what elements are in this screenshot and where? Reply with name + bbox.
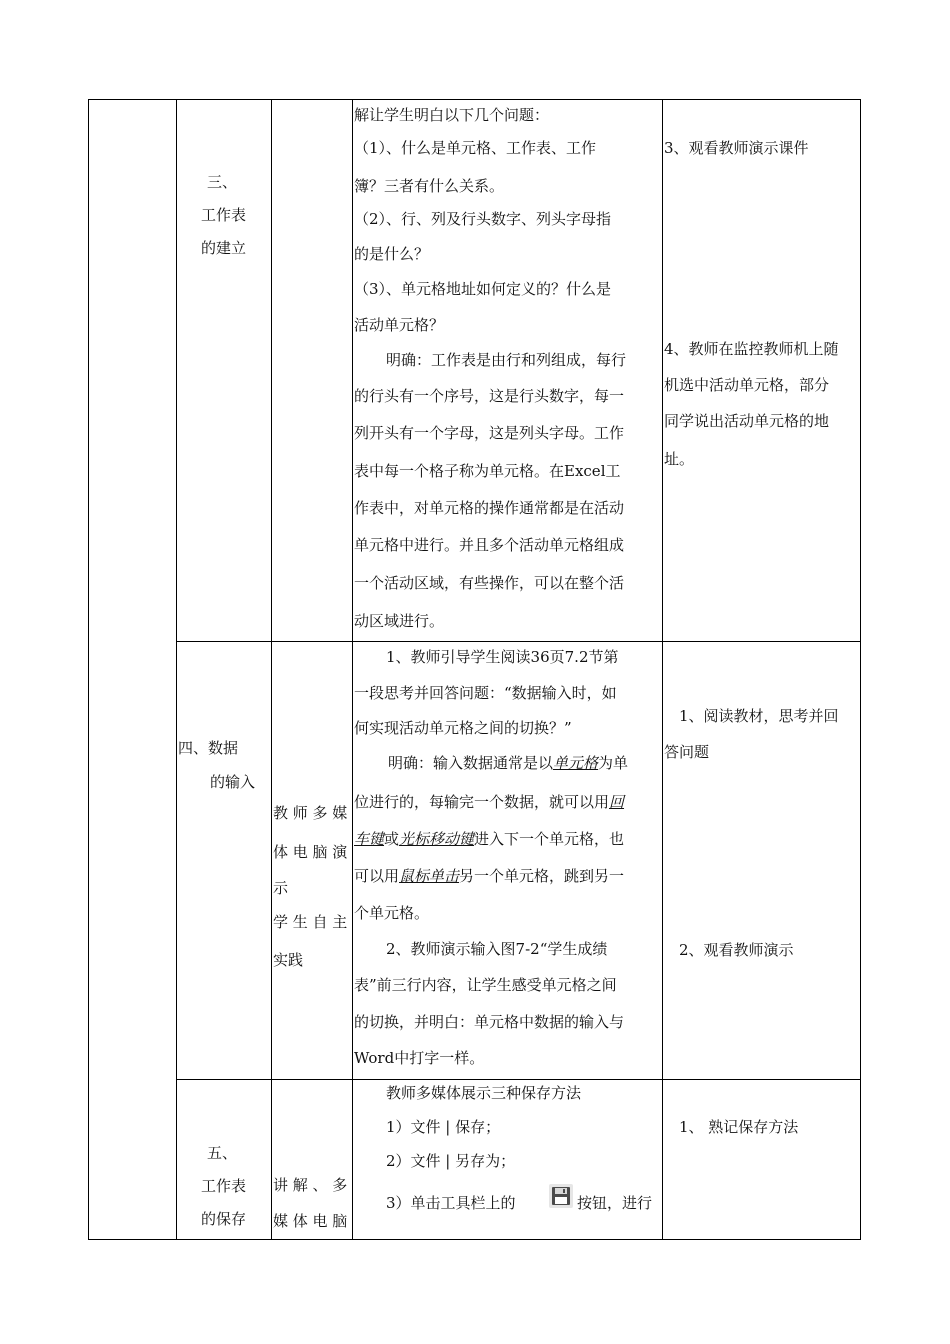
- table-border-bottom: [88, 1239, 861, 1240]
- content-line: 明确：工作表是由行和列组成，每行: [386, 351, 627, 369]
- stage-label: 工作表: [201, 1177, 247, 1195]
- method-line: 讲 解 、 多: [273, 1176, 348, 1194]
- row-divider-1: [176, 641, 861, 642]
- underlined-term: 回: [609, 793, 625, 811]
- content-line: 2、教师演示输入图7-2“学生成绩: [386, 940, 608, 958]
- content-line: （2）、行、列及行头数字、列头字母指: [354, 210, 612, 228]
- content-line: 的行头有一个序号，这是行头数字，每一: [354, 387, 625, 405]
- row-divider-2: [176, 1079, 861, 1080]
- student-activity: 2、观看教师演示: [679, 941, 794, 959]
- content-line: （3）、单元格地址如何定义的？什么是: [354, 280, 612, 298]
- content-line: 可以用鼠标单击另一个单元格，跳到另一: [354, 867, 625, 885]
- content-line: 个单元格。: [354, 904, 430, 922]
- content-line: 作表中，对单元格的操作通常都是在活动: [354, 499, 625, 517]
- student-activity: 址。: [664, 450, 695, 468]
- content-line: 簿？三者有什么关系。: [354, 177, 505, 195]
- student-activity: 4、教师在监控教师机上随: [664, 340, 839, 358]
- stage-label: 的建立: [201, 239, 247, 257]
- content-line: 解让学生明白以下几个问题：: [354, 106, 550, 124]
- content-line: 列开头有一个字母，这是列头字母。工作: [354, 424, 625, 442]
- method-line: 体 电 脑 演: [273, 843, 348, 861]
- content-line: 位进行的，每输完一个数据，就可以用回: [354, 793, 625, 811]
- content-line: 3）单击工具栏上的: [386, 1194, 516, 1212]
- content-line: 单元格中进行。并且多个活动单元格组成: [354, 536, 625, 554]
- content-line: 一段思考并回答问题：“数据输入时，如: [354, 684, 617, 702]
- col-divider-1: [176, 99, 177, 1240]
- underlined-term: 单元格: [553, 754, 599, 772]
- stage-label: 工作表: [201, 206, 247, 224]
- save-floppy-icon: [549, 1184, 573, 1208]
- stage-label: 三、: [207, 173, 238, 191]
- content-line: 表”前三行内容，让学生感受单元格之间: [354, 976, 617, 994]
- underlined-term: 光标移动键: [399, 830, 475, 848]
- method-line: 示: [273, 879, 289, 897]
- student-activity: 答问题: [664, 743, 710, 761]
- table-border-right: [860, 99, 861, 1240]
- content-line: 1、教师引导学生阅读36页7.2节第: [386, 648, 619, 666]
- content-line: 一个活动区域，有些操作，可以在整个活: [354, 574, 625, 592]
- content-line: 按钮，进行: [577, 1194, 653, 1212]
- method-line: 学 生 自 主: [273, 913, 348, 931]
- stage-label: 四、数据: [178, 739, 239, 757]
- content-line: 表中每一个格子称为单元格。在Excel工: [354, 462, 621, 480]
- student-activity: 1、阅读教材，思考并回: [679, 707, 839, 725]
- student-activity: 3、观看教师演示课件: [664, 139, 809, 157]
- content-line: 2）文件 | 另存为；: [386, 1152, 516, 1170]
- stage-label: 五、: [207, 1144, 238, 1162]
- student-activity: 同学说出活动单元格的地: [664, 412, 830, 430]
- table-border-top: [88, 99, 861, 100]
- content-line: 教师多媒体展示三种保存方法: [386, 1084, 582, 1102]
- col-divider-2: [271, 99, 272, 1240]
- col-divider-4: [662, 99, 663, 1240]
- content-line: 1）文件 | 保存；: [386, 1118, 501, 1136]
- content-line: 车键或光标移动键进入下一个单元格，也: [354, 830, 625, 848]
- stage-label: 的输入: [210, 773, 256, 791]
- content-line: 动区域进行。: [354, 612, 445, 630]
- student-activity: 1、 熟记保存方法: [679, 1118, 799, 1136]
- student-activity: 机选中活动单元格，部分: [664, 376, 830, 394]
- method-line: 媒 体 电 脑: [273, 1212, 348, 1230]
- content-line: 明确：输入数据通常是以单元格为单: [388, 754, 629, 772]
- underlined-term: 车键: [354, 830, 385, 848]
- content-line: 活动单元格？: [354, 316, 445, 334]
- content-line: 何实现活动单元格之间的切换？”: [354, 719, 572, 737]
- content-line: 的是什么？: [354, 245, 430, 263]
- col-divider-3: [352, 99, 353, 1240]
- method-line: 教 师 多 媒: [273, 804, 348, 822]
- underlined-term: 鼠标单击: [399, 867, 460, 885]
- content-line: 的切换，并明白：单元格中数据的输入与: [354, 1013, 625, 1031]
- content-line: Word中打字一样。: [354, 1049, 485, 1067]
- method-line: 实践: [273, 951, 304, 969]
- content-line: （1）、什么是单元格、工作表、工作: [354, 139, 597, 157]
- stage-label: 的保存: [201, 1210, 247, 1228]
- table-border-left: [88, 99, 89, 1240]
